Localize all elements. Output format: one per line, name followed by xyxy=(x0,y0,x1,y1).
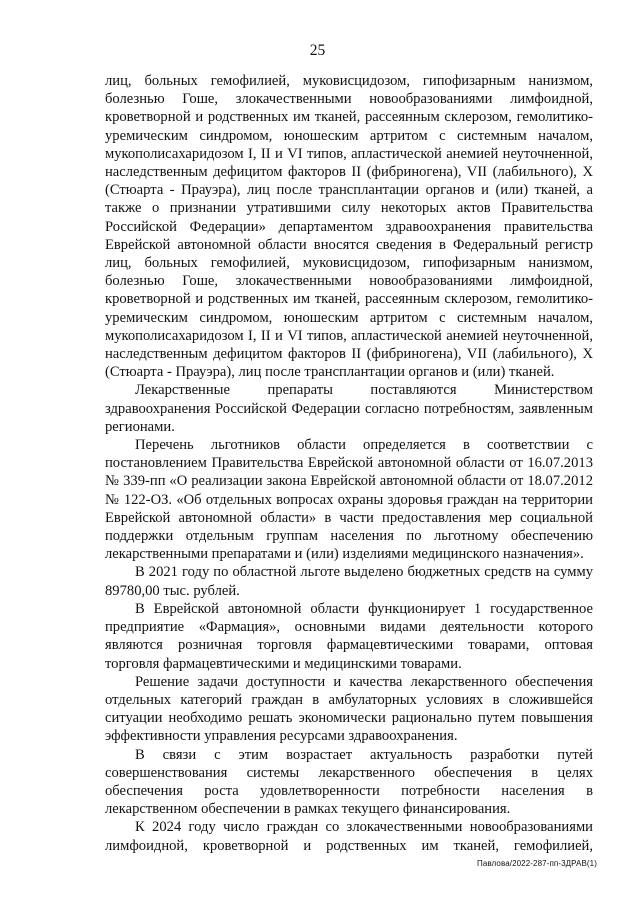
document-body xyxy=(105,72,593,855)
paragraph-pharmacia-enterprise: В Еврейской автономной области функционирует 1 государственное предприятие «Фармация», основными видами деятельности которого являются розничная торговля фармацевтическими товарами, оптовая торговля фармацевтическими и медицинскими товарами. xyxy=(105,600,593,672)
paragraph-beneficiary-list: Перечень льготников области определяется в соответствии с постановлением Правительства Еврейской автономной области от 16.07.2013 № 339-пп «О реализации закона Еврейской автономной области от 18.07.2012 № 122-ОЗ. «Об отдельных вопросах охраны здоровья граждан на территории Еврейской автономной области» в части предоставления мер социальной поддержки отдельным группам населения по льготному обеспечению лекарственными препаратами и (или) изделиями медицинского назначения». xyxy=(105,437,593,563)
paragraph-continuation-federal-register: лиц, больных гемофилией, муковисцидозом, гипофизарным нанизмом, болезнью Гоше, злокачественными новообразованиями лимфоидной, кроветворной и родственных им тканей, рассеянным склерозом, гемолитико-уремическим синдромом, юношеским артритом с системным началом, мукополисахаридозом I, II и VI типов, апластической анемией неуточненной, наследственным дефицитом факторов II (фибриногена), VII (лабильного), X (Стюарта - Прауэра), лиц после трансплантации органов и (или) тканей, а также о признании утратившими силу некоторых актов Правительства Российской Федерации» департаментом здравоохранения правительства Еврейской автономной области вносятся сведения в Федеральный регистр лиц, больных гемофилией, муковисцидозом, гипофизарным нанизмом, болезнью Гоше, злокачественными новообразованиями лимфоидной, кроветворной и родственных им тканей, рассеянным склерозом, гемолитико-уремическим синдромом, юношеским артритом с системным началом, мукополисахаридозом I, II и VI типов, апластической анемией неуточненной, наследственным дефицитом факторов II (фибриногена), VII (лабильного), X (Стюарта - Прауэра), лиц после трансплантации органов и (или) тканей. xyxy=(105,73,593,381)
page-number: 25 xyxy=(309,42,326,59)
paragraph-drug-supply: Лекарственные препараты поставляются Министерством здравоохранения Российской Федерации согласно потребностям, заявленным регионами. xyxy=(105,382,593,435)
paragraph-regional-budget: В 2021 году по областной льготе выделено бюджетных средств на сумму 89780,00 тыс. рублей. xyxy=(105,564,593,599)
paragraph-system-improvement: В связи с этим возрастает актуальность разработки путей совершенствования системы лекарственного обеспечения в целях обеспечения роста удовлетворенности потребности населения в лекарственном обеспечении в рамках текущего финансирования. xyxy=(105,746,593,818)
paragraph-2024-target: К 2024 году число граждан со злокачественными новообразованиями лимфоидной, кроветворной и родственных им тканей, гемофилией, xyxy=(105,819,593,854)
paragraph-accessibility-task: Решение задачи доступности и качества лекарственного обеспечения отдельных категорий граждан в амбулаторных условиях в сложившейся ситуации необходимо решать экономически рационально путем повышения эффективности управления ресурсами здравоохранения. xyxy=(105,673,593,745)
document-footer-code: Павлова/2022-287-пп-3ДРАВ(1) xyxy=(476,859,597,868)
